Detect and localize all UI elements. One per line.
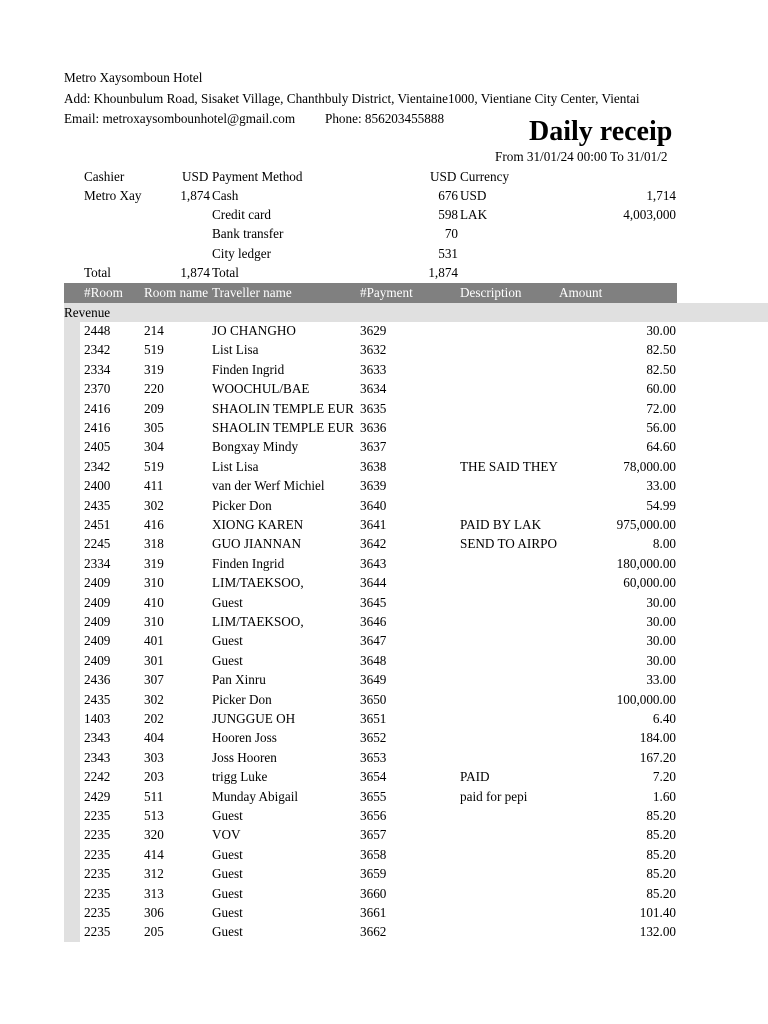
table-row	[0, 380, 768, 399]
traveller-name-cell: Guest	[212, 924, 243, 940]
amount-cell: 30.00	[646, 614, 676, 629]
traveller-name-cell: trigg Luke	[212, 769, 268, 785]
room-name-cell: 303	[144, 749, 164, 765]
summary-header-cashier: Cashier	[84, 169, 125, 184]
payment-number-cell: 3636	[360, 420, 387, 435]
total-method-label: Total	[212, 265, 239, 280]
table-row	[0, 788, 768, 807]
room-name-cell: 401	[144, 633, 164, 649]
section-label: Revenue	[64, 305, 111, 320]
room-number-cell: 2342	[84, 342, 111, 358]
room-number-cell: 2400	[84, 478, 111, 494]
report-title: Daily receip	[529, 117, 673, 147]
table-row	[0, 826, 768, 845]
table-row	[0, 322, 768, 341]
table-row	[0, 438, 768, 457]
table-row	[0, 865, 768, 884]
traveller-name-cell: Finden Ingrid	[212, 361, 285, 377]
method-label: Cash	[212, 188, 239, 203]
traveller-name-cell: Guest	[212, 905, 243, 920]
cashier-name: Metro Xay	[84, 188, 142, 203]
payment-number-cell: 3656	[360, 808, 387, 823]
room-name-cell: 209	[144, 400, 164, 416]
description-cell: THE SAID THEY	[460, 458, 558, 474]
amount-cell: 85.20	[646, 885, 676, 901]
room-name-cell: 205	[144, 924, 164, 940]
payment-number-cell: 3647	[360, 633, 387, 649]
traveller-name-cell: Guest	[212, 885, 243, 901]
amount-cell: 78,000.00	[623, 458, 676, 474]
table-row	[0, 846, 768, 865]
payment-number-cell: 3657	[360, 827, 387, 843]
room-number-cell: 2409	[84, 575, 111, 591]
amount-cell: 30.00	[646, 594, 676, 610]
amount-cell: 82.50	[646, 361, 676, 377]
currency-amount: 1,714	[646, 188, 676, 203]
description-cell: SEND TO AIRPO	[460, 536, 557, 552]
table-row	[0, 535, 768, 554]
table-row	[0, 923, 768, 942]
total-label: Total	[84, 265, 111, 280]
amount-cell: 100,000.00	[616, 691, 676, 707]
summary-header-currency: Currency	[460, 169, 510, 184]
traveller-name-cell: List Lisa	[212, 458, 259, 474]
table-row	[0, 400, 768, 419]
amount-cell: 85.20	[646, 808, 676, 823]
amount-cell: 101.40	[639, 905, 676, 920]
room-name-cell: 320	[144, 827, 164, 843]
table-row	[0, 477, 768, 496]
column-header-description: Description	[460, 285, 522, 300]
traveller-name-cell: JO CHANGHO	[212, 323, 296, 338]
traveller-name-cell: van der Werf Michiel	[212, 478, 325, 494]
room-name-cell: 302	[144, 497, 164, 513]
room-name-cell: 318	[144, 536, 164, 552]
room-name-cell: 305	[144, 420, 164, 435]
amount-cell: 6.40	[652, 711, 676, 726]
payment-number-cell: 3634	[360, 381, 387, 397]
room-number-cell: 2370	[84, 381, 111, 397]
payment-number-cell: 3655	[360, 788, 387, 804]
description-cell: paid for pepi	[460, 788, 528, 804]
column-header-room: #Room	[84, 285, 123, 300]
payment-number-cell: 3661	[360, 905, 387, 920]
payment-number-cell: 3635	[360, 400, 387, 416]
room-name-cell: 310	[144, 575, 164, 591]
traveller-name-cell: Hooren Joss	[212, 730, 277, 746]
room-number-cell: 1403	[84, 711, 111, 726]
table-row	[0, 497, 768, 516]
payment-number-cell: 3651	[360, 711, 387, 726]
room-number-cell: 2235	[84, 924, 111, 940]
amount-cell: 975,000.00	[616, 517, 676, 532]
payment-number-cell: 3654	[360, 769, 387, 785]
amount-cell: 180,000.00	[616, 555, 676, 571]
summary-header-usd: USD	[182, 169, 209, 184]
room-number-cell: 2429	[84, 788, 111, 804]
payment-number-cell: 3629	[360, 323, 387, 338]
method-amount: 598	[438, 207, 458, 222]
table-row	[0, 574, 768, 593]
amount-cell: 8.00	[652, 536, 676, 552]
room-name-cell: 304	[144, 439, 164, 455]
payment-number-cell: 3658	[360, 846, 387, 862]
table-row	[0, 749, 768, 768]
payment-number-cell: 3646	[360, 614, 387, 629]
amount-cell: 85.20	[646, 846, 676, 862]
traveller-name-cell: SHAOLIN TEMPLE EUR	[212, 420, 354, 435]
room-number-cell: 2416	[84, 400, 111, 416]
total-method-amount: 1,874	[428, 265, 458, 280]
room-name-cell: 301	[144, 652, 164, 668]
payment-number-cell: 3632	[360, 342, 387, 358]
amount-cell: 1.60	[652, 788, 676, 804]
room-number-cell: 2245	[84, 536, 111, 552]
payment-number-cell: 3659	[360, 866, 387, 882]
room-name-cell: 411	[144, 478, 164, 494]
table-row	[0, 904, 768, 923]
room-name-cell: 519	[144, 458, 164, 474]
room-name-cell: 310	[144, 614, 164, 629]
table-row	[0, 632, 768, 651]
room-number-cell: 2242	[84, 769, 111, 785]
payment-number-cell: 3633	[360, 361, 387, 377]
payment-number-cell: 3662	[360, 924, 387, 940]
room-name-cell: 319	[144, 555, 164, 571]
table-row	[0, 341, 768, 360]
method-label: City ledger	[212, 246, 271, 261]
room-number-cell: 2235	[84, 866, 111, 882]
table-row	[0, 361, 768, 380]
hotel-name: Metro Xaysomboun Hotel	[64, 70, 203, 85]
room-number-cell: 2235	[84, 905, 111, 920]
amount-cell: 85.20	[646, 827, 676, 843]
traveller-name-cell: VOV	[212, 827, 241, 843]
room-name-cell: 302	[144, 691, 164, 707]
amount-cell: 54.99	[646, 497, 676, 513]
amount-cell: 33.00	[646, 672, 676, 688]
traveller-name-cell: Guest	[212, 846, 243, 862]
table-header	[64, 283, 677, 303]
table-row	[0, 613, 768, 632]
table-row	[0, 594, 768, 613]
room-name-cell: 202	[144, 711, 164, 726]
traveller-name-cell: SHAOLIN TEMPLE EUR	[212, 400, 354, 416]
table-row	[0, 807, 768, 826]
room-number-cell: 2235	[84, 808, 111, 823]
total-cashier-amount: 1,874	[180, 265, 210, 280]
description-cell: PAID	[460, 769, 490, 785]
table-row	[0, 691, 768, 710]
amount-cell: 7.20	[652, 769, 676, 785]
table-row	[0, 419, 768, 438]
payment-number-cell: 3645	[360, 594, 387, 610]
room-name-cell: 519	[144, 342, 164, 358]
room-name-cell: 307	[144, 672, 164, 688]
amount-cell: 56.00	[646, 420, 676, 435]
room-number-cell: 2235	[84, 827, 111, 843]
traveller-name-cell: Guest	[212, 866, 243, 882]
traveller-name-cell: Guest	[212, 633, 243, 649]
column-header-amount: Amount	[559, 285, 603, 300]
payment-number-cell: 3641	[360, 517, 387, 532]
room-number-cell: 2416	[84, 420, 111, 435]
traveller-name-cell: Picker Don	[212, 691, 272, 707]
method-label: Bank transfer	[212, 226, 284, 241]
payment-number-cell: 3652	[360, 730, 387, 746]
payment-number-cell: 3649	[360, 672, 387, 688]
method-amount: 70	[444, 226, 458, 241]
amount-cell: 30.00	[646, 633, 676, 649]
room-number-cell: 2409	[84, 633, 111, 649]
room-number-cell: 2235	[84, 846, 111, 862]
room-name-cell: 319	[144, 361, 164, 377]
amount-cell: 33.00	[646, 478, 676, 494]
traveller-name-cell: JUNGGUE OH	[212, 711, 296, 726]
column-header-room-name: Room name	[144, 285, 209, 300]
room-name-cell: 306	[144, 905, 164, 920]
method-label: Credit card	[212, 207, 271, 222]
room-number-cell: 2409	[84, 614, 111, 629]
room-number-cell: 2334	[84, 555, 111, 571]
payment-number-cell: 3642	[360, 536, 387, 552]
payment-number-cell: 3639	[360, 478, 387, 494]
room-name-cell: 214	[144, 323, 164, 338]
traveller-name-cell: Finden Ingrid	[212, 555, 285, 571]
room-number-cell: 2436	[84, 672, 111, 688]
room-name-cell: 513	[144, 808, 164, 823]
amount-cell: 60.00	[646, 381, 676, 397]
payment-number-cell: 3660	[360, 885, 387, 901]
table-row	[0, 458, 768, 477]
room-number-cell: 2409	[84, 594, 111, 610]
room-number-cell: 2435	[84, 691, 111, 707]
traveller-name-cell: XIONG KAREN	[212, 517, 304, 532]
traveller-name-cell: WOOCHUL/BAE	[212, 381, 310, 397]
room-number-cell: 2342	[84, 458, 111, 474]
amount-cell: 82.50	[646, 342, 676, 358]
table-row	[0, 652, 768, 671]
description-cell: PAID BY LAK	[460, 517, 542, 532]
traveller-name-cell: Munday Abigail	[212, 788, 299, 804]
room-name-cell: 416	[144, 517, 164, 532]
room-name-cell: 313	[144, 885, 164, 901]
table-row	[0, 729, 768, 748]
payment-number-cell: 3638	[360, 458, 387, 474]
payment-number-cell: 3640	[360, 497, 387, 513]
payment-number-cell: 3650	[360, 691, 387, 707]
column-header-traveller-name: Traveller name	[212, 285, 292, 300]
currency-label: USD	[460, 188, 487, 203]
amount-cell: 167.20	[639, 749, 676, 765]
room-number-cell: 2405	[84, 439, 111, 455]
amount-cell: 30.00	[646, 652, 676, 668]
currency-amount: 4,003,000	[623, 207, 676, 222]
traveller-name-cell: Guest	[212, 652, 243, 668]
amount-cell: 64.60	[646, 439, 676, 455]
traveller-name-cell: LIM/TAEKSOO,	[212, 614, 304, 629]
hotel-phone: Phone: 856203455888	[325, 111, 445, 126]
room-name-cell: 312	[144, 866, 164, 882]
traveller-name-cell: Bongxay Mindy	[212, 439, 299, 455]
method-amount: 531	[438, 246, 458, 261]
table-row	[0, 671, 768, 690]
traveller-name-cell: List Lisa	[212, 342, 259, 358]
currency-label: LAK	[460, 207, 488, 222]
payment-number-cell: 3643	[360, 555, 387, 571]
room-number-cell: 2451	[84, 517, 111, 532]
table-row	[0, 885, 768, 904]
table-row	[0, 516, 768, 535]
room-name-cell: 410	[144, 594, 164, 610]
traveller-name-cell: GUO JIANNAN	[212, 536, 302, 552]
room-name-cell: 404	[144, 730, 164, 746]
payment-number-cell: 3644	[360, 575, 387, 591]
traveller-name-cell: Joss Hooren	[212, 749, 277, 765]
summary-header-payment-method: Payment Method	[212, 169, 303, 184]
payment-number-cell: 3637	[360, 439, 387, 455]
room-number-cell: 2343	[84, 730, 111, 746]
room-name-cell: 414	[144, 846, 164, 862]
table-row	[0, 555, 768, 574]
traveller-name-cell: Pan Xinru	[212, 672, 266, 688]
room-number-cell: 2334	[84, 361, 111, 377]
room-number-cell: 2409	[84, 652, 111, 668]
amount-cell: 30.00	[646, 323, 676, 338]
amount-cell: 60,000.00	[623, 575, 676, 591]
amount-cell: 85.20	[646, 866, 676, 882]
traveller-name-cell: Guest	[212, 594, 243, 610]
room-name-cell: 511	[144, 788, 164, 804]
revenue-section-bar	[64, 303, 768, 322]
payment-number-cell: 3653	[360, 749, 387, 765]
hotel-email: Email: metroxaysombounhotel@gmail.com	[64, 111, 296, 126]
room-name-cell: 203	[144, 769, 164, 785]
traveller-name-cell: Guest	[212, 808, 243, 823]
room-number-cell: 2435	[84, 497, 111, 513]
room-number-cell: 2343	[84, 749, 111, 765]
room-number-cell: 2235	[84, 885, 111, 901]
table-row	[0, 768, 768, 787]
column-header-payment: #Payment	[360, 285, 413, 300]
hotel-address: Add: Khounbulum Road, Sisaket Village, Chanthbuly District, Vientaine1000, Vientiane City Center, Vientai	[64, 91, 640, 106]
summary-header-usd: USD	[430, 169, 457, 184]
cashier-amount: 1,874	[180, 188, 210, 203]
traveller-name-cell: Picker Don	[212, 497, 272, 513]
payment-number-cell: 3648	[360, 652, 387, 668]
room-number-cell: 2448	[84, 323, 111, 338]
amount-cell: 72.00	[646, 400, 676, 416]
report-date-range: From 31/01/24 00:00 To 31/01/2	[495, 149, 668, 164]
amount-cell: 132.00	[639, 924, 676, 940]
amount-cell: 184.00	[639, 730, 676, 746]
traveller-name-cell: LIM/TAEKSOO,	[212, 575, 304, 591]
room-name-cell: 220	[144, 381, 164, 397]
table-row	[0, 710, 768, 729]
method-amount: 676	[438, 188, 458, 203]
